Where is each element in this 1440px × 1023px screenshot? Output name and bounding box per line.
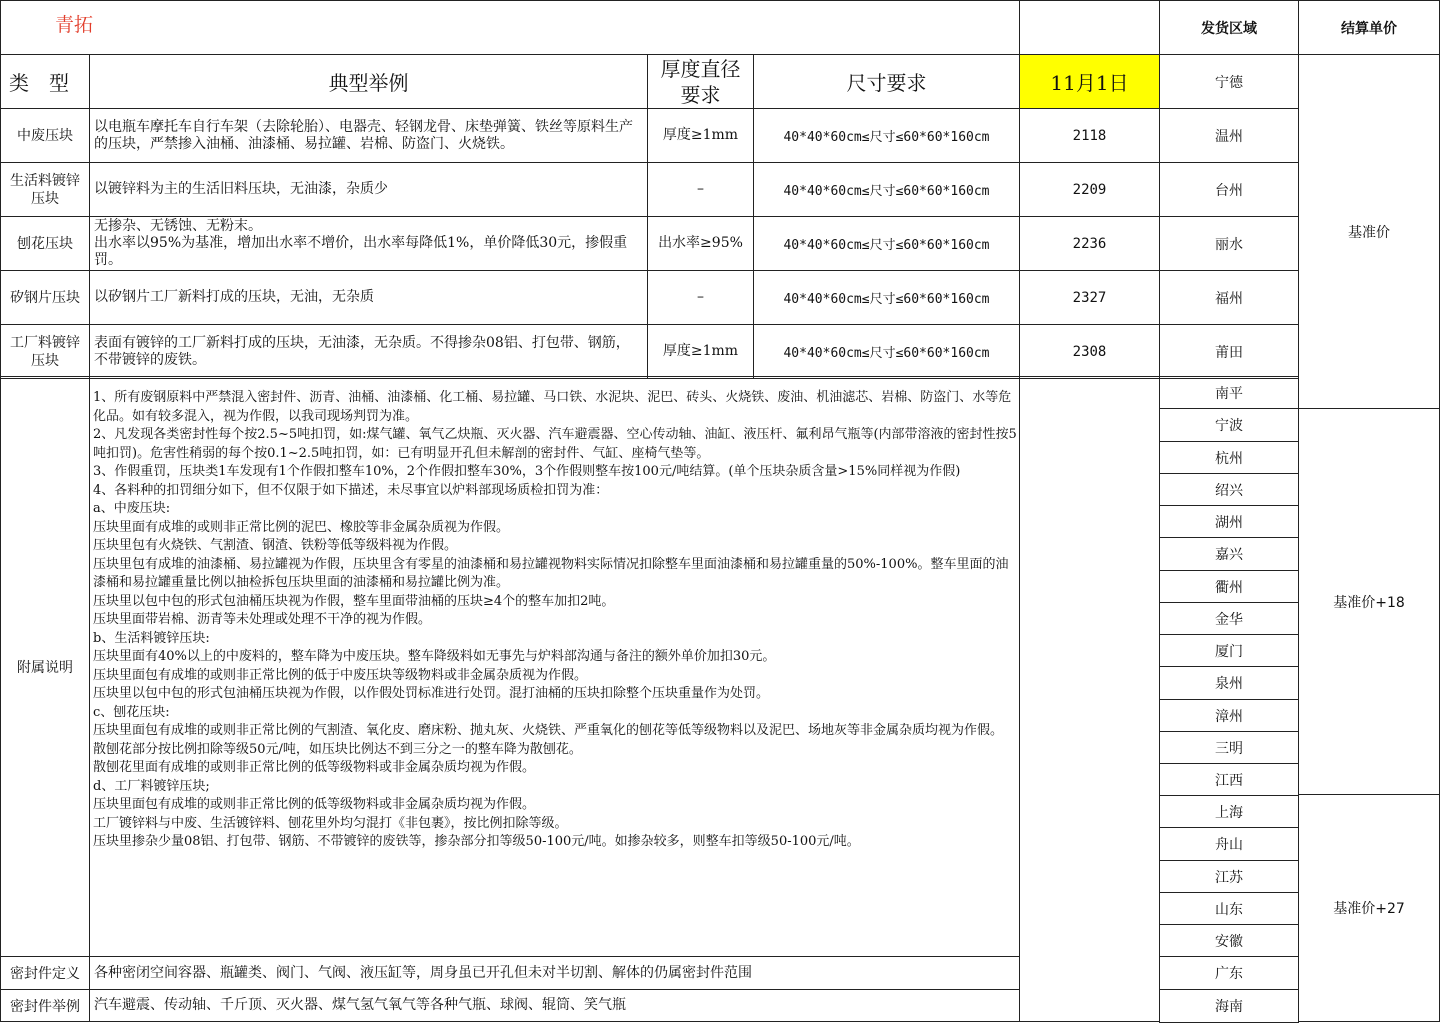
notes-label: 附属说明 bbox=[0, 376, 90, 957]
row-type: 生活料镀锌压块 bbox=[0, 162, 90, 217]
row-thickness: 厚度≥1mm bbox=[647, 108, 754, 163]
row-price: 2236 bbox=[1019, 216, 1160, 271]
notes-line: 散刨花部分按比例扣除等级50元/吨，如压块比例达不到三分之一的整车降为散刨花。 bbox=[93, 741, 582, 757]
example-header: 典型举例 bbox=[89, 54, 648, 109]
region-cell: 宁波 bbox=[1159, 408, 1299, 442]
row-example: 表面有镀锌的工厂新料打成的压块，无油漆，无杂质。不得掺杂08铝、打包带、钢筋，不带镀锌的废铁。 bbox=[89, 324, 648, 379]
region-cell: 舟山 bbox=[1159, 827, 1299, 861]
row-size: 40*40*60cm≤尺寸≤60*60*160cm bbox=[753, 270, 1020, 325]
row-type: 中废压块 bbox=[0, 108, 90, 163]
region-cell: 厦门 bbox=[1159, 634, 1299, 667]
region-cell: 海南 bbox=[1159, 989, 1299, 1023]
row-region: 福州 bbox=[1159, 270, 1299, 325]
region-cell: 三明 bbox=[1159, 731, 1299, 764]
row-price: 2209 bbox=[1019, 162, 1160, 217]
region-column-header: 发货区域 bbox=[1159, 0, 1299, 55]
region-cell: 山东 bbox=[1159, 892, 1299, 925]
region-cell: 上海 bbox=[1159, 795, 1299, 828]
row-example: 以电瓶车摩托车自行车架（去除轮胎）、电器壳、轻钢龙骨、床垫弹簧、铁丝等原料生产的压块，严禁掺入油桶、油漆桶、易拉罐、岩棉、防盗门、火烧铁。 bbox=[89, 108, 648, 163]
region-cell: 衢州 bbox=[1159, 570, 1299, 603]
notes-line: 1、所有废钢原料中严禁混入密封件、沥青、油桶、油漆桶、化工桶、易拉罐、马口铁、水泥块、泥巴、砖头、火烧铁、废油、机油滤芯、岩棉、防盗门、水等危化品。如有较多混入，视为作假，以我司现场判罚为准。 bbox=[93, 390, 1012, 424]
row-example: 以镀锌料为主的生活旧料压块，无油漆，杂质少 bbox=[89, 162, 648, 217]
notes-line: 压块里以包中包的形式包油桶压块视为作假，以作假处罚标准进行处罚。混打油桶的压块扣除整个压块重量作为处罚。 bbox=[93, 686, 770, 701]
region-cell: 漳州 bbox=[1159, 699, 1299, 732]
price-group-plus27: 基准价+27 bbox=[1298, 794, 1440, 1022]
region-cell: 绍兴 bbox=[1159, 473, 1299, 506]
notes-line: 4、各料种的扣罚细分如下，但不仅限于如下描述，未尽事宜以炉料部现场质检扣罚为准： bbox=[93, 482, 609, 498]
region-cell: 江西 bbox=[1159, 763, 1299, 796]
row-type: 工厂料镀锌压块 bbox=[0, 324, 90, 379]
price-column-header: 结算单价 bbox=[1298, 0, 1440, 55]
price-group-plus18: 基准价+18 bbox=[1298, 408, 1440, 795]
price-group-base: 基准价 bbox=[1298, 54, 1440, 409]
row-price: 2327 bbox=[1019, 270, 1160, 325]
price-blank-cell bbox=[1019, 376, 1160, 1022]
thickness-header: 厚度直径要求 bbox=[647, 54, 754, 109]
row-size: 40*40*60cm≤尺寸≤60*60*160cm bbox=[753, 162, 1020, 217]
notes-line: b、生活料镀锌压块: bbox=[93, 630, 210, 646]
row-region: 丽水 bbox=[1159, 216, 1299, 271]
notes-line: c、刨花压块: bbox=[93, 704, 170, 720]
notes-line: 压块里面包有成堆的或则非正常比例的低于中废压块等级物料或非金属杂质视为作假。 bbox=[93, 667, 588, 683]
row-size: 40*40*60cm≤尺寸≤60*60*160cm bbox=[753, 108, 1020, 163]
notes-text bbox=[89, 376, 1020, 957]
size-header: 尺寸要求 bbox=[753, 54, 1020, 109]
notes-line: a、中废压块: bbox=[93, 501, 171, 516]
title-cell bbox=[0, 0, 1020, 55]
row-size: 40*40*60cm≤尺寸≤60*60*160cm bbox=[753, 216, 1020, 271]
row-region: 台州 bbox=[1159, 162, 1299, 217]
seal-definition-label: 密封件定义 bbox=[0, 956, 90, 990]
row-thickness: – bbox=[647, 270, 754, 325]
row-region: 莆田 bbox=[1159, 324, 1299, 379]
row-type: 刨花压块 bbox=[0, 216, 90, 271]
seal-definition-text: 各种密闭空间容器、瓶罐类、阀门、气阀、液压缸等，周身虽已开孔但未对半切割、解体的仍属密封件范围 bbox=[89, 956, 1020, 990]
row-type: 矽钢片压块 bbox=[0, 270, 90, 325]
notes-line: 压块里面包有成堆的或则非正常比例的低等级物料或非金属杂质均视为作假。 bbox=[93, 797, 536, 812]
notes-line: 压块里面带岩棉、沥青等未处理或处理不干净的视为作假。 bbox=[93, 612, 432, 627]
row-example: 以矽钢片工厂新料打成的压块，无油，无杂质 bbox=[89, 270, 648, 325]
row-thickness: – bbox=[647, 162, 754, 217]
notes-line: 压块里面包有成堆的或则非正常比例的气割渣、氧化皮、磨床粉、抛丸灰、火烧铁、严重氧化的刨花等低等级物料以及泥巴、场地灰等非金属杂质均视为作假。 bbox=[93, 723, 1004, 738]
notes-line: d、工厂料镀锌压块; bbox=[93, 778, 210, 794]
region-cell: 广东 bbox=[1159, 956, 1299, 990]
notes-line: 压块里面有40%以上的中废料的，整车降为中废压块。整车降级料如无事先与炉料部沟通与备注的额外单价加扣30元。 bbox=[93, 649, 776, 664]
region-cell: 宁德 bbox=[1159, 54, 1299, 109]
date-header: 11月1日 bbox=[1019, 54, 1160, 109]
region-cell: 杭州 bbox=[1159, 441, 1299, 474]
row-thickness: 厚度≥1mm bbox=[647, 324, 754, 379]
row-price: 2118 bbox=[1019, 108, 1160, 163]
region-cell: 嘉兴 bbox=[1159, 537, 1299, 571]
notes-line: 压块里掺杂少量08铝、打包带、钢筋、不带镀锌的废铁等，掺杂部分扣等级50-100元/吨。如掺杂较多，则整车扣等级50-100元/吨。 bbox=[93, 834, 860, 849]
notes-line: 压块里面有成堆的或则非正常比例的泥巴、橡胶等非金属杂质视为作假。 bbox=[93, 519, 510, 535]
region-cell: 湖州 bbox=[1159, 505, 1299, 538]
brand-logo-text: 青拓 bbox=[55, 14, 94, 36]
notes-line: 压块里以包中包的形式包油桶压块视为作假，整车里面带油桶的压块≥4个的整车加扣2吨。 bbox=[93, 593, 615, 609]
region-cell: 金华 bbox=[1159, 602, 1299, 635]
notes-line: 3、作假重罚，压块类1车发现有1个作假扣整车10%，2个作假扣整车30%，3个作假则整车按100元/吨结算。(单个压块杂质含量>15%同样视为作假) bbox=[93, 464, 961, 479]
row-example: 无掺杂、无锈蚀、无粉末。 出水率以95%为基准，增加出水率不增价，出水率每降低1%，单价降低30元，掺假重罚。 bbox=[89, 216, 648, 271]
row-thickness: 出水率≥95% bbox=[647, 216, 754, 271]
notes-line: 压块里包有火烧铁、气割渣、钢渣、铁粉等低等级料视为作假。 bbox=[93, 538, 458, 553]
region-cell: 安徽 bbox=[1159, 924, 1299, 957]
type-header: 类 型 bbox=[0, 54, 90, 109]
region-cell: 江苏 bbox=[1159, 860, 1299, 893]
notes-line: 压块里包有成堆的油漆桶、易拉罐视为作假，压块里含有零星的油漆桶和易拉罐视物料实际情况扣除整车里面油漆桶和易拉罐重量的50%-100%。整车里面的油漆桶和易拉罐重量比例以抽检拆包压块里面的油漆桶和易拉罐比例为准。 bbox=[93, 556, 1009, 590]
region-cell: 泉州 bbox=[1159, 666, 1299, 700]
seal-example-text: 汽车避震、传动轴、千斤顶、灭火器、煤气氢气氧气等各种气瓶、球阀、辊筒、笑气瓶 bbox=[89, 989, 1020, 1022]
row-size: 40*40*60cm≤尺寸≤60*60*160cm bbox=[753, 324, 1020, 379]
blank-header-cell bbox=[1019, 0, 1160, 55]
notes-line: 工厂镀锌料与中废、生活镀锌料、刨花里外均匀混打《非包裹》，按比例扣除等级。 bbox=[93, 815, 568, 831]
row-price: 2308 bbox=[1019, 324, 1160, 379]
region-cell: 南平 bbox=[1159, 376, 1299, 409]
row-region: 温州 bbox=[1159, 108, 1299, 163]
notes-line: 2、凡发现各类密封性每个按2.5~5吨扣罚，如:煤气罐、氧气乙炔瓶、灭火器、汽车避震器、空心传动轴、油缸、液压杆、氟利昂气瓶等(内部带溶液的密封性按5吨扣罚)。危害性稍弱的每个按0.1~2.5吨扣罚，如：已有明显开孔但未解剖的密封件、气缸、座椅气垫等。 bbox=[93, 427, 1017, 461]
notes-line: 散刨花里面有成堆的或则非正常比例的低等级物料或非金属杂质均视为作假。 bbox=[93, 760, 536, 775]
seal-example-label: 密封件举例 bbox=[0, 989, 90, 1022]
